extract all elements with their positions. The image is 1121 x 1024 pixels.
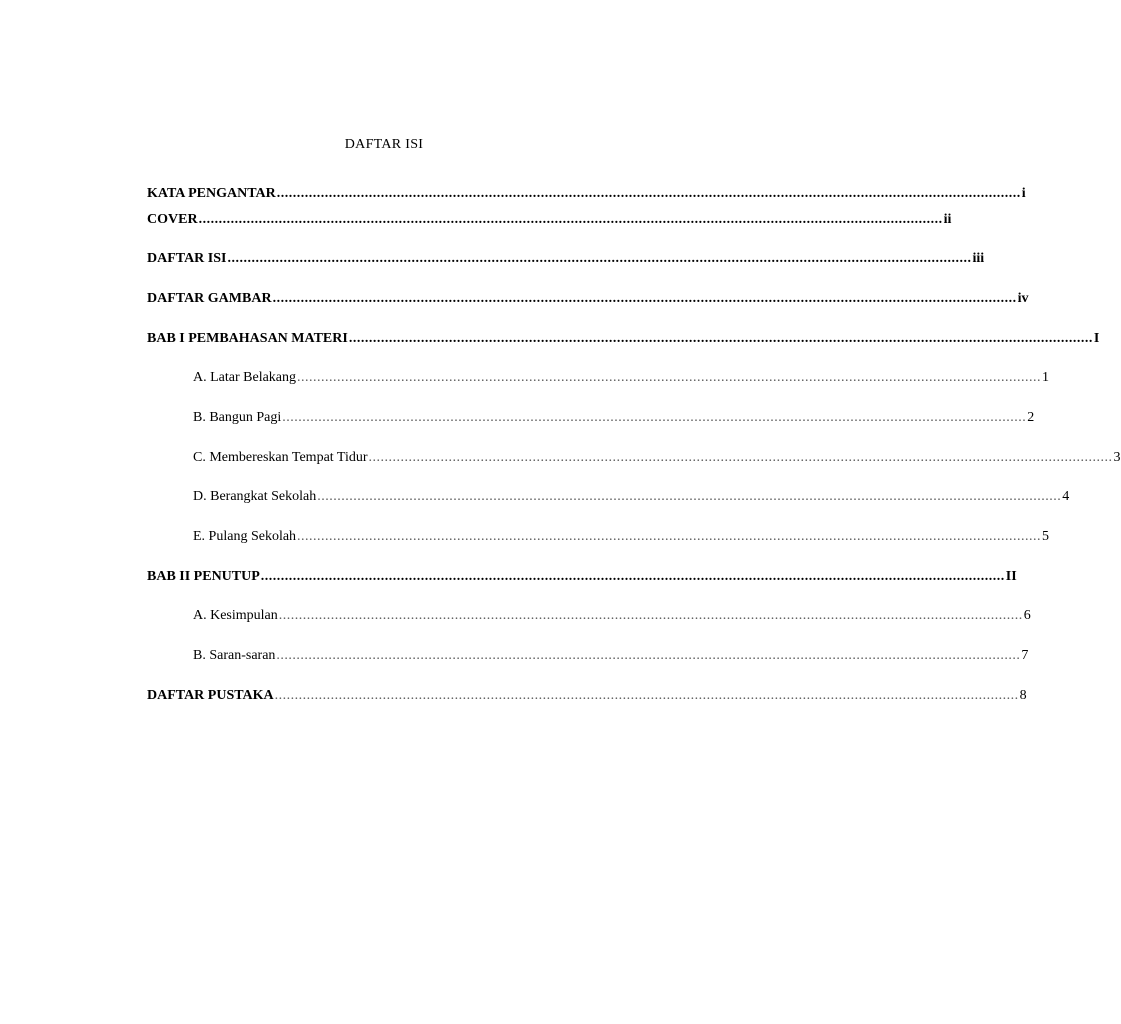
toc-entry-page: i bbox=[1021, 186, 1026, 201]
toc-entry-label: E. Pulang Sekolah bbox=[193, 529, 297, 544]
toc-dot-leader: .......................................................................................................................................................................................... bbox=[198, 212, 943, 227]
toc-entry-page: 1 bbox=[1042, 370, 1050, 385]
toc-dot-leader: .......................................................................................................................................................................................... bbox=[260, 569, 1005, 584]
toc-entry-page: II bbox=[1005, 569, 1017, 584]
toc-entry-bab-1 bbox=[147, 330, 1100, 348]
toc-entry-page: 7 bbox=[1021, 648, 1029, 663]
toc-dot-leader: .......................................................................................................................................................................................... bbox=[227, 251, 972, 266]
toc-dot-leader: .......................................................................................................................................................................................... bbox=[282, 410, 1027, 425]
toc-entry-page: 8 bbox=[1019, 688, 1027, 703]
toc-entry-pulang-sekolah bbox=[193, 528, 1050, 546]
toc-dot-leader: .......................................................................................................................................................................................... bbox=[276, 648, 1021, 663]
toc-entry-berangkat-sekolah bbox=[193, 488, 1070, 506]
toc-entry-label: B. Bangun Pagi bbox=[193, 410, 282, 425]
toc-entry-saran-saran bbox=[193, 647, 1029, 665]
toc-entry-page: 2 bbox=[1027, 410, 1035, 425]
toc-entry-membereskan-tempat-tidur bbox=[193, 449, 1121, 467]
toc-entry-page: 4 bbox=[1062, 489, 1070, 504]
toc-entry-page: iii bbox=[972, 251, 985, 266]
toc-entry-daftar-isi bbox=[147, 250, 985, 268]
toc-entry-cover bbox=[147, 211, 952, 229]
toc-entry-label: BAB II PENUTUP bbox=[147, 569, 260, 584]
toc-entry-bangun-pagi bbox=[193, 409, 1035, 427]
toc-entry-page: 6 bbox=[1023, 608, 1031, 623]
toc-entry-label: BAB I PEMBAHASAN MATERI bbox=[147, 331, 348, 346]
toc-entry-label: DAFTAR ISI bbox=[147, 251, 227, 266]
toc-entry-page: 5 bbox=[1042, 529, 1050, 544]
toc-dot-leader: .......................................................................................................................................................................................... bbox=[274, 688, 1019, 703]
toc-dot-leader: .......................................................................................................................................................................................... bbox=[278, 608, 1023, 623]
toc-entry-page: 3 bbox=[1113, 450, 1121, 465]
toc-entry-label: DAFTAR GAMBAR bbox=[147, 291, 272, 306]
toc-dot-leader: .......................................................................................................................................................................................... bbox=[317, 489, 1062, 504]
toc-entry-kesimpulan bbox=[193, 607, 1031, 625]
toc-dot-leader: .......................................................................................................................................................................................... bbox=[272, 291, 1017, 306]
toc-entry-label: DAFTAR PUSTAKA bbox=[147, 688, 274, 703]
toc-entry-page: I bbox=[1093, 331, 1100, 346]
toc-dot-leader: .......................................................................................................................................................................................... bbox=[297, 370, 1042, 385]
toc-entry-label: D. Berangkat Sekolah bbox=[193, 489, 317, 504]
toc-entry-daftar-pustaka bbox=[147, 687, 1027, 705]
toc-dot-leader: .......................................................................................................................................................................................... bbox=[348, 331, 1093, 346]
toc-entry-bab-2 bbox=[147, 568, 1017, 586]
toc-dot-leader: .......................................................................................................................................................................................... bbox=[297, 529, 1042, 544]
toc-dot-leader: .......................................................................................................................................................................................... bbox=[276, 186, 1021, 201]
toc-entry-label: A. Latar Belakang bbox=[193, 370, 297, 385]
page-title: DAFTAR ISI bbox=[344, 137, 424, 152]
toc-entry-label: KATA PENGANTAR bbox=[147, 186, 276, 201]
toc-entry-label: A. Kesimpulan bbox=[193, 608, 278, 623]
toc-entry-label: B. Saran-saran bbox=[193, 648, 276, 663]
toc-entry-kata-pengantar bbox=[147, 185, 1026, 203]
toc-entry-daftar-gambar bbox=[147, 290, 1029, 308]
toc-entry-page: ii bbox=[943, 212, 952, 227]
toc-entry-label: COVER bbox=[147, 212, 198, 227]
toc-dot-leader: .......................................................................................................................................................................................... bbox=[368, 450, 1113, 465]
toc-entry-label: C. Membereskan Tempat Tidur bbox=[193, 450, 368, 465]
toc-entry-latar-belakang bbox=[193, 369, 1050, 387]
toc-entry-page: iv bbox=[1017, 291, 1029, 306]
